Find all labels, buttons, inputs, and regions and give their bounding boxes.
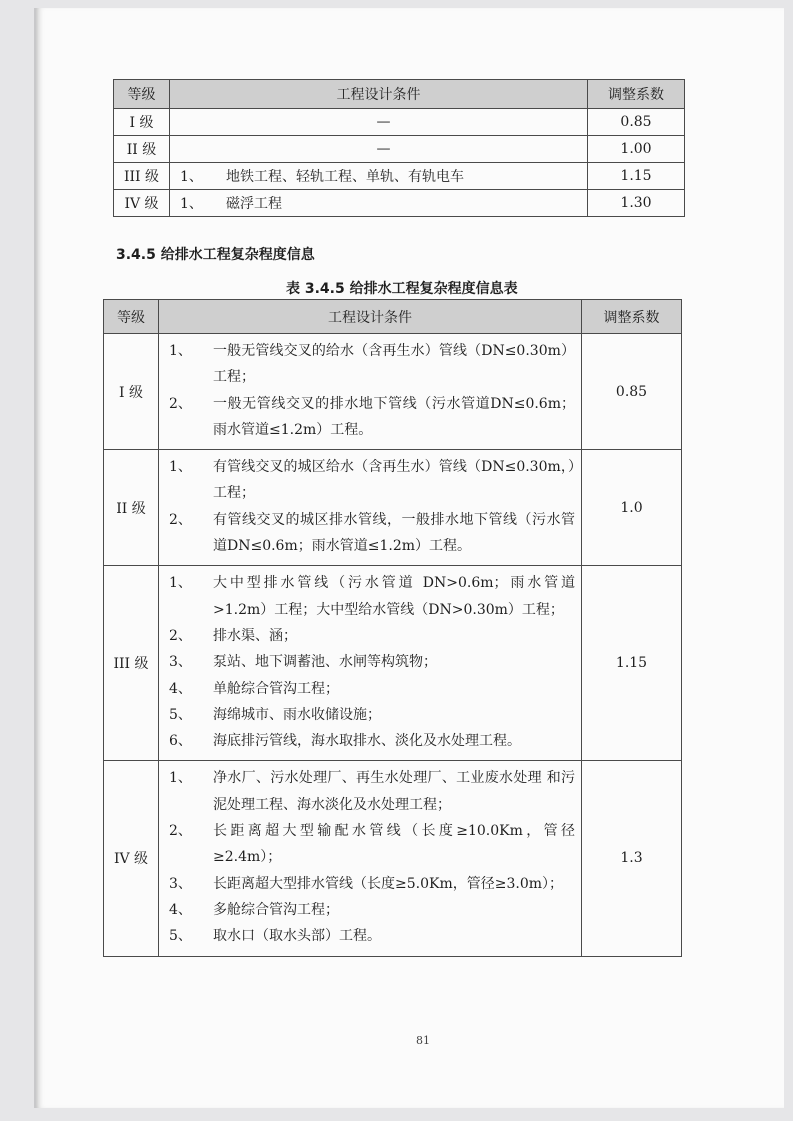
grade-cell: IV 级 — [104, 761, 159, 956]
item-number: 1、 — [169, 343, 192, 359]
coefficient-cell: 1.3 — [582, 761, 682, 956]
list-item — [169, 570, 575, 623]
item-number: 1、 — [169, 575, 192, 592]
item-text: 海底排污管线，海水取排水、淡化及水处理工程。 — [213, 733, 521, 750]
document-page — [34, 8, 784, 1108]
item-text: 有管线交叉的城区排水管线，一般排水地下管线（污水管道DN≤0.6m；雨水管道≤1.2m）工程。 — [213, 511, 575, 555]
item-text: 多舱综合管沟工程； — [213, 901, 339, 918]
condition-cell — [170, 109, 588, 136]
condition-cell — [159, 566, 582, 761]
water-complexity-table — [103, 299, 682, 957]
item-number: 2、 — [169, 823, 192, 840]
list-item — [169, 338, 575, 391]
section-title: 3.4.5 给排水工程复杂程度信息 — [116, 247, 315, 263]
condition-cell — [170, 190, 588, 217]
item-text: 海绵城市、雨水收储设施； — [213, 706, 381, 723]
item-number: 3、 — [169, 875, 192, 892]
coefficient-cell: 1.15 — [582, 566, 682, 761]
grade-cell: III 级 — [104, 566, 159, 761]
item-text: 长距离超大型排水管线（长度≥5.0Km，管径≥3.0m）； — [213, 875, 563, 892]
item-number: 5、 — [169, 928, 192, 945]
item-number: 4、 — [169, 901, 192, 918]
item-text: 排水渠、涵； — [213, 627, 297, 644]
header-grade: 等级 — [114, 80, 170, 109]
item-text: 有管线交叉的城区给水（含再生水）管线（DN≤0.30m，）工程； — [213, 459, 575, 502]
item-text: 一般无管线交叉的给水（含再生水）管线（DN≤0.30m）工程； — [213, 343, 575, 386]
item-text: 一般无管线交叉的排水地下管线（污水管道DN≤0.6m；雨水管道≤1.2m）工程。 — [213, 395, 575, 438]
list-item — [169, 623, 575, 649]
item-number: 2、 — [169, 395, 192, 412]
coefficient-cell: 1.00 — [588, 136, 685, 163]
page-number: 81 — [416, 1034, 430, 1047]
header-condition: 工程设计条件 — [170, 80, 588, 109]
table-row — [104, 761, 682, 956]
condition-text: — — [376, 114, 391, 130]
coefficient-cell: 1.0 — [582, 450, 682, 566]
table-row — [114, 163, 685, 190]
item-text: 长距离超大型输配水管线（长度≥10.0Km，管径≥2.4m）； — [213, 823, 575, 866]
table-title: 表 3.4.5 给排水工程复杂程度信息表 — [286, 281, 518, 297]
table-row — [114, 109, 685, 136]
item-number: 6、 — [169, 733, 192, 750]
item-number: 1、 — [169, 770, 192, 787]
table-row — [104, 566, 682, 761]
list-item — [169, 702, 575, 728]
item-number: 1、 — [169, 459, 192, 476]
header-grade: 等级 — [104, 300, 159, 334]
list-item — [169, 454, 575, 507]
rail-complexity-table — [113, 79, 685, 217]
list-item — [169, 897, 575, 923]
table-row — [104, 450, 682, 566]
table-row — [104, 334, 682, 450]
grade-cell: II 级 — [114, 136, 170, 163]
list-item — [169, 765, 575, 818]
header-coefficient: 调整系数 — [588, 80, 685, 109]
table-row — [114, 136, 685, 163]
coefficient-cell: 1.30 — [588, 190, 685, 217]
item-number: 2、 — [169, 511, 192, 528]
grade-cell: II 级 — [104, 450, 159, 566]
item-text: 取水口（取水头部）工程。 — [213, 928, 381, 945]
list-item — [169, 728, 575, 754]
list-item — [169, 649, 575, 675]
grade-cell: I 级 — [104, 334, 159, 450]
coefficient-cell: 0.85 — [582, 334, 682, 450]
condition-text: — — [376, 141, 391, 157]
item-text: 大中型排水管线（污水管道 DN>0.6m；雨水管道>1.2m）工程；大中型给水管线（DN>0.30m）工程； — [213, 575, 575, 618]
list-item — [169, 923, 575, 949]
item-text: 净水厂、污水处理厂、再生水处理厂、工业废水处理 和污泥处理工程、海水淡化及水处理工程； — [213, 770, 575, 813]
grade-cell: I 级 — [114, 109, 170, 136]
list-item — [169, 676, 575, 702]
condition-cell — [170, 136, 588, 163]
header-condition: 工程设计条件 — [159, 300, 582, 334]
grade-cell: IV 级 — [114, 190, 170, 217]
condition-text: 地铁工程、轻轨工程、单轨、有轨电车 — [226, 169, 464, 185]
table-header-row — [114, 80, 685, 109]
item-number: 2、 — [169, 627, 192, 644]
list-item — [169, 507, 575, 560]
item-number: 3、 — [169, 654, 192, 671]
condition-cell — [159, 334, 582, 450]
condition-cell — [159, 450, 582, 566]
item-number: 4、 — [169, 680, 192, 697]
grade-cell: III 级 — [114, 163, 170, 190]
item-number: 1、 — [180, 196, 203, 212]
item-number: 1、 — [180, 169, 203, 185]
item-text: 泵站、地下调蓄池、水闸等构筑物； — [213, 654, 437, 671]
list-item — [169, 871, 575, 897]
condition-cell — [159, 761, 582, 956]
coefficient-cell: 1.15 — [588, 163, 685, 190]
coefficient-cell: 0.85 — [588, 109, 685, 136]
list-item — [169, 391, 575, 444]
table-header-row — [104, 300, 682, 334]
condition-text: 磁浮工程 — [226, 196, 282, 212]
item-text: 单舱综合管沟工程； — [213, 680, 339, 697]
list-item — [169, 818, 575, 871]
header-coefficient: 调整系数 — [582, 300, 682, 334]
item-number: 5、 — [169, 706, 192, 723]
table-row — [114, 190, 685, 217]
condition-cell — [170, 163, 588, 190]
